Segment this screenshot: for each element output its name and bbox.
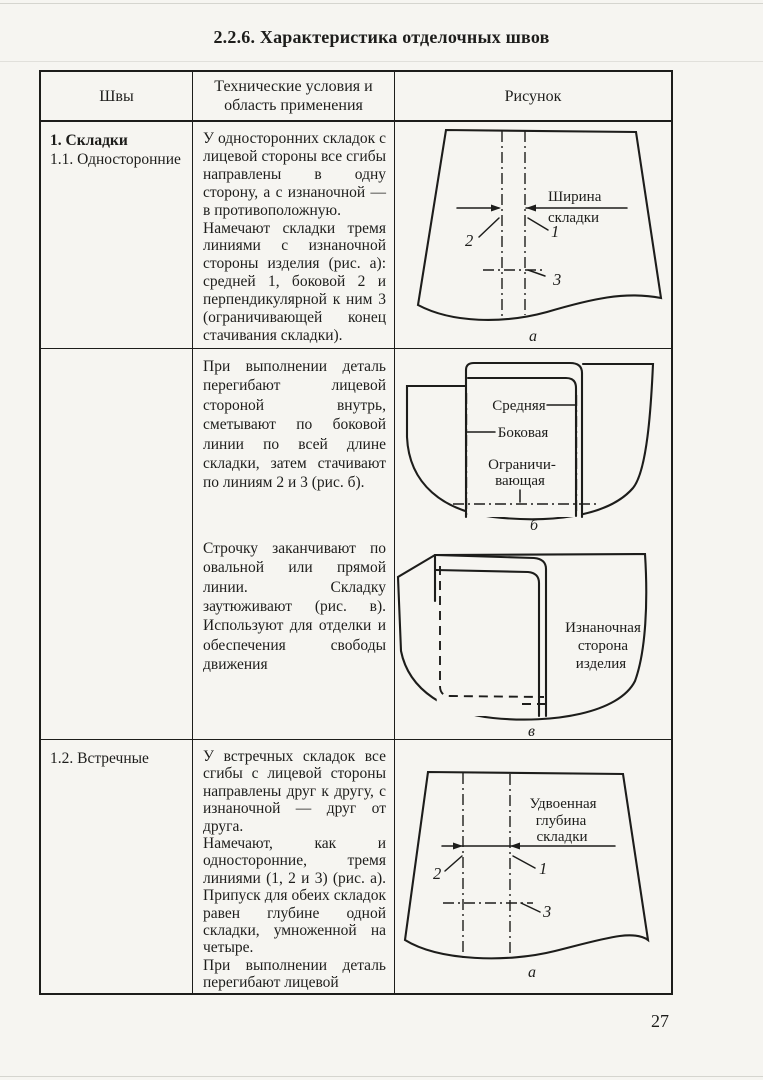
arrowhead-left-icon — [526, 205, 536, 212]
figure-counter-fold-marking — [395, 740, 674, 995]
depth-label-line3: складки — [536, 829, 588, 845]
description-cell-counter — [193, 740, 395, 993]
description-cell-one-sided — [193, 122, 395, 349]
label-wrong-side-line1: Изнаночная — [565, 620, 641, 636]
paragraph: При выполнении деталь перегибают лицевой — [203, 956, 386, 992]
scan-artifact-bottom — [0, 1076, 763, 1077]
figure-caption-b: б — [530, 517, 539, 533]
seam-cell-empty — [41, 349, 193, 740]
page-title: 2.2.6. Характеристика отделочных швов — [213, 27, 550, 47]
label-1: 1 — [539, 859, 548, 878]
label-wrong-side-line3: изделия — [575, 656, 627, 672]
header-seams: Швы — [41, 72, 193, 122]
figure-fold-pressed-wrong-side — [395, 539, 674, 739]
seam-cell-counter-folds — [41, 740, 193, 993]
figure-caption-a: а — [529, 328, 537, 345]
arrowhead-right-icon — [491, 205, 501, 212]
label-2: 2 — [433, 864, 442, 883]
width-label-line1: Ширина — [548, 189, 602, 205]
figure-cell-a2 — [395, 740, 671, 993]
depth-label-line2: глубина — [535, 813, 587, 829]
figure-cell-a1 — [395, 122, 671, 349]
label-limiting-line2: вающая — [495, 473, 545, 489]
leader-line-3 — [528, 270, 545, 276]
label-limiting-line1: Ограничи- — [488, 457, 556, 473]
width-label-line2: складки — [548, 210, 600, 226]
label-3: 3 — [553, 270, 562, 289]
seam-subtitle-one-sided: 1.1. Односторонние — [50, 151, 181, 168]
page-number: 27 — [651, 1011, 669, 1031]
paragraph: Намечают, как и односторонние, тремя линиями (1, 2 и 3) (рис. а). Припуск для обеих складок равен глубине одной складки, умноженной на четыре. — [203, 835, 386, 957]
seam-group-title: 1. Складки — [50, 132, 128, 149]
header-conditions: Технические условия и область применения — [193, 72, 395, 122]
label-2: 2 — [465, 231, 474, 250]
paragraph: Строчку заканчивают по овальной или прямой линии. Складку заутюживают (рис. в). Используют для отделки и обеспечения свободы движения — [203, 539, 386, 674]
fabric-panel-outline — [405, 772, 648, 958]
leader-line-1 — [513, 856, 535, 868]
leader-line-2 — [479, 218, 499, 237]
fold-area-mask — [435, 555, 546, 716]
scan-artifact-top — [0, 3, 763, 4]
paragraph: У односторонних складок с лицевой стороны все сгибы направлены в одну сторону, а с изнаночной — в противоположную. — [203, 130, 386, 219]
figure-one-sided-fold-marking — [395, 122, 674, 349]
leader-line-2 — [445, 856, 462, 871]
paragraph: У встречных складок все сгибы с лицевой стороны направлены друг к другу, с изнаночной — друг от друга. — [203, 748, 386, 835]
label-1: 1 — [551, 222, 560, 241]
seams-table — [39, 70, 673, 995]
leader-line-1 — [528, 218, 548, 230]
description-cell-execution — [193, 349, 395, 740]
paragraph: Намечают складки тремя линиями с изнаночной стороны изделия (рис. а): средней 1, боковой 2 и перпендикулярной к ним 3 (ограничивающей конец стачивания складки). — [203, 219, 386, 344]
scan-artifact-above-table — [0, 61, 763, 62]
figure-cell-b-v — [395, 349, 671, 740]
seam-cell-folds — [41, 122, 193, 349]
paragraph: При выполнении деталь перегибают лицевой стороной внутрь, сметывают по боковой линии по всей длине складки, затем стачивают по линиям 2 и 3 (рис. б). — [203, 358, 386, 492]
header-figure: Рисунок — [395, 72, 671, 122]
figure-caption-a: а — [528, 964, 536, 981]
figure-caption-v: в — [528, 723, 535, 739]
leader-line-3 — [521, 903, 540, 912]
arrowhead-left-icon — [510, 843, 520, 850]
label-3: 3 — [543, 902, 552, 921]
label-side-line: Боковая — [497, 425, 549, 441]
depth-label-line1: Удвоенная — [529, 796, 597, 812]
label-middle-line: Средняя — [492, 398, 546, 414]
arrowhead-right-icon — [453, 843, 463, 850]
figure-fold-basting — [395, 349, 674, 533]
label-wrong-side-line2: сторона — [577, 638, 629, 654]
seam-subtitle-counter: 1.2. Встречные — [50, 750, 149, 767]
